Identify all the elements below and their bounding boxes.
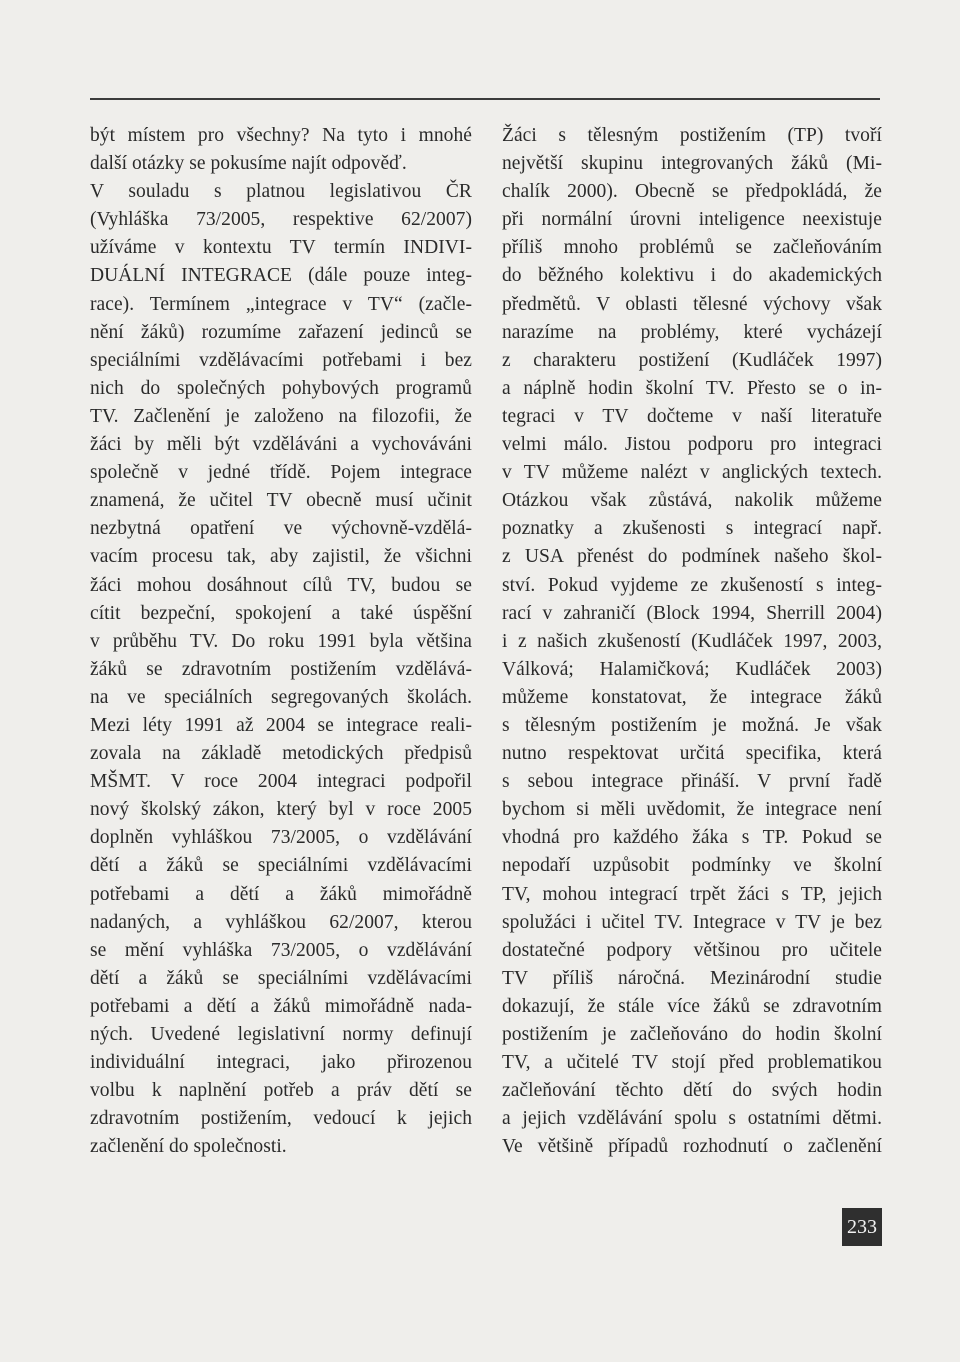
text-line: TV, a učitelé TV stojí před problematikou xyxy=(502,1052,882,1074)
text-line: společně v jedné třídě. Pojem integrace xyxy=(90,462,472,484)
text-line: i z našich zkušeností (Kudláček 1997, 2003, xyxy=(502,630,882,652)
text-line: narazíme na problémy, které vycházejí xyxy=(502,321,882,343)
text-line: potřebami a dětí a žáků mimořádně nada- xyxy=(90,995,472,1017)
text-line: poznatky a zkušenosti s integrací např. xyxy=(502,518,882,540)
text-line: být místem pro všechny? Na tyto i mnohé xyxy=(90,125,472,146)
header-rule xyxy=(90,98,880,100)
text-line: Mezi léty 1991 až 2004 se integrace reali- xyxy=(90,714,472,736)
text-line: dostatečné podpory většinou pro učitele xyxy=(502,939,882,961)
text-line: (Vyhláška 73/2005, respektive 62/2007) xyxy=(90,209,472,231)
text-line: zdravotním postižením, vedoucí k jejich xyxy=(90,1108,472,1130)
text-line: potřebami a dětí a žáků mimořádně xyxy=(90,883,472,905)
text-line: velmi málo. Jistou podporu pro integraci xyxy=(502,434,882,456)
text-line: z USA přenést do podmínek našeho škol- xyxy=(502,546,882,568)
text-line: příliš mnoho problémů se začleňováním xyxy=(502,237,882,259)
text-line: užíváme v kontextu TV termín INDIVI- xyxy=(90,237,472,259)
text-line: MŠMT. V roce 2004 integraci podpořil xyxy=(90,771,472,793)
text-line: žáci mohou dosáhnout cílů TV, budou se xyxy=(90,574,472,596)
text-line: ných. Uvedené legislativní normy definují xyxy=(90,1024,472,1045)
text-line: tegraci v TV dočteme v naší literatuře xyxy=(502,405,882,427)
text-line: chalík 2000). Obecně se předpokládá, že xyxy=(502,181,882,203)
text-line: největší skupinu integrovaných žáků (Mi- xyxy=(502,153,882,175)
text-line: Otázkou však zůstává, nakolik můžeme xyxy=(502,490,882,512)
text-line: bychom si měli uvědomit, že integrace není xyxy=(502,799,882,821)
text-line: vhodná pro každého žáka s TP. Pokud se xyxy=(502,827,882,849)
text-line: žáků se zdravotním postižením vzdělává- xyxy=(90,658,472,680)
text-line: TV příliš náročná. Mezinárodní studie xyxy=(502,967,882,989)
text-line: zovala na základě metodických předpisů xyxy=(90,743,472,765)
text-line: nění žáků) rozumíme zařazení jedinců se xyxy=(90,321,472,343)
text-line: dokazují, že stále více žáků se zdravotním xyxy=(502,995,882,1017)
text-line: dětí a žáků se speciálními vzdělávacími xyxy=(90,967,472,989)
text-line: na ve speciálních segregovaných školách. xyxy=(90,686,472,708)
text-line: začleňování těchto dětí do svých hodin xyxy=(502,1080,882,1102)
text-line: žáci by měli být vzděláváni a vychováváni xyxy=(90,434,472,456)
text-line: do běžného kolektivu i do akademických xyxy=(502,265,882,287)
text-line: V souladu s platnou legislativou ČR xyxy=(90,181,472,203)
text-line: doplněn vyhláškou 73/2005, o vzdělávání xyxy=(90,827,472,849)
text-line: předmětů. V oblasti tělesné výchovy však xyxy=(502,293,882,315)
text-line: nezbytná opatření ve výchovně-vzdělá- xyxy=(90,518,472,540)
text-line: dětí a žáků se speciálními vzdělávacími xyxy=(90,855,472,877)
text-line: nich do společných pohybových programů xyxy=(90,377,472,399)
text-line: spolužáci i učitel TV. Integrace v TV je bez xyxy=(502,911,882,933)
text-line: a náplně hodin školní TV. Přesto se o in- xyxy=(502,377,882,399)
text-line: ství. Pokud vyjdeme ze zkušeností s integ- xyxy=(502,574,882,596)
text-column-left xyxy=(90,122,472,1161)
text-line: vacím procesu tak, aby zajistil, že všichni xyxy=(90,546,472,568)
text-line: volbu k naplnění potřeb a práv dětí se xyxy=(90,1080,472,1102)
text-line: DUÁLNÍ INTEGRACE (dále pouze integ- xyxy=(90,265,472,287)
text-line: v průběhu TV. Do roku 1991 byla většina xyxy=(90,630,472,652)
text-line: race). Termínem „integrace v TV“ (začle- xyxy=(90,293,472,315)
text-line: začlenění do společnosti. xyxy=(90,1136,287,1158)
text-line: s sebou integrace přináší. V první řadě xyxy=(502,771,882,793)
text-line: rací v zahraničí (Block 1994, Sherrill 2004) xyxy=(502,602,882,624)
text-line: z charakteru postižení (Kudláček 1997) xyxy=(502,349,882,371)
text-line: nepodaří uzpůsobit podmínky ve školní xyxy=(502,855,882,877)
text-column-right xyxy=(502,122,882,1161)
text-line: speciálními vzdělávacími potřebami i bez xyxy=(90,349,472,371)
text-line: TV. Začlenění je založeno na filozofii, že xyxy=(90,405,472,427)
text-line: znamená, že učitel TV obecně musí učinit xyxy=(90,490,472,512)
text-line: při normální úrovni inteligence neexistuje xyxy=(502,209,882,231)
page-number: 233 xyxy=(842,1208,882,1246)
text-line: další otázky se pokusíme najít odpověď. xyxy=(90,153,407,175)
text-line: TV, mohou integrací trpět žáci s TP, jejich xyxy=(502,883,882,905)
text-line: Ve většině případů rozhodnutí o začlenění xyxy=(502,1136,882,1158)
text-line: a jejich vzdělávání spolu s ostatními dětmi. xyxy=(502,1108,882,1130)
text-line: Žáci s tělesným postižením (TP) tvoří xyxy=(502,125,882,146)
text-line: můžeme konstatovat, že integrace žáků xyxy=(502,686,882,708)
text-line: nový školský zákon, který byl v roce 2005 xyxy=(90,799,472,821)
text-line: postižením je začleňováno do hodin školní xyxy=(502,1024,882,1045)
text-line: individuální integraci, jako přirozenou xyxy=(90,1052,472,1074)
text-line: se mění vyhláška 73/2005, o vzdělávání xyxy=(90,939,472,961)
text-line: cítit bezpeční, spokojení a také úspěšní xyxy=(90,602,472,624)
text-line: Válková; Halamičková; Kudláček 2003) xyxy=(502,658,882,680)
text-line: nutno respektovat určitá specifika, která xyxy=(502,743,882,765)
text-line: s tělesným postižením je možná. Je však xyxy=(502,714,882,736)
text-line: v TV můžeme nalézt v anglických textech. xyxy=(502,462,882,484)
text-line: nadaných, a vyhláškou 62/2007, kterou xyxy=(90,911,472,933)
